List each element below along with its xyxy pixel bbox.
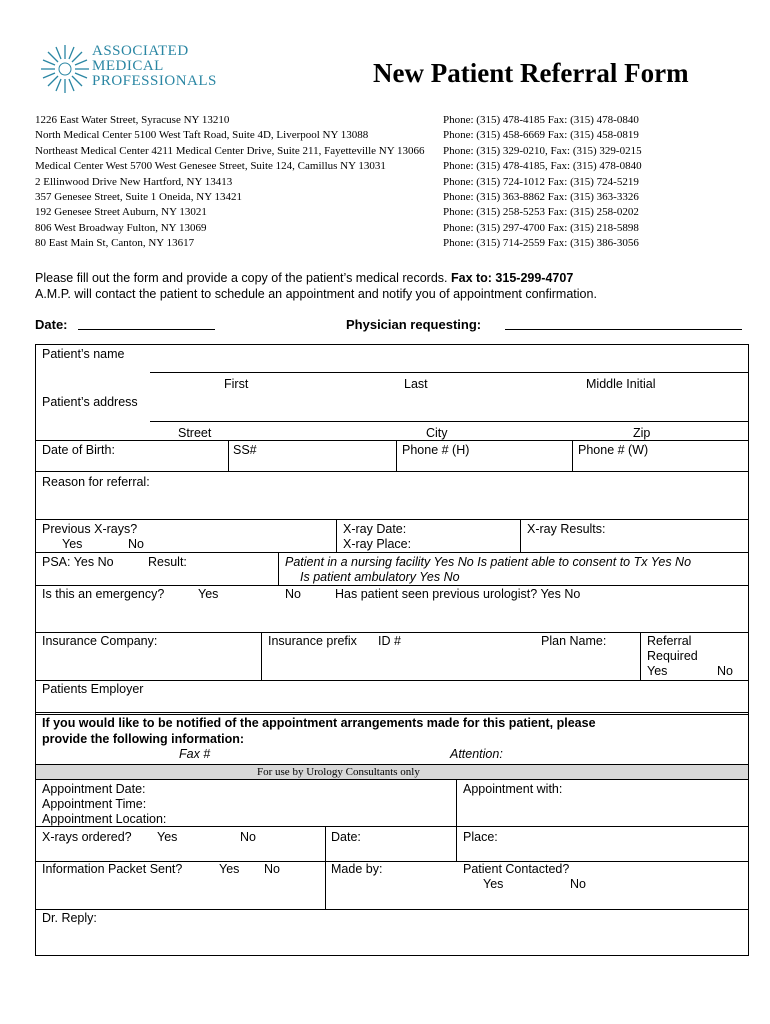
address-item: 2 Ellinwood Drive New Hartford, NY 13413 — [35, 175, 233, 188]
physician-label: Physician requesting: — [346, 317, 482, 332]
psa-result-field[interactable]: Result: — [148, 555, 187, 569]
patient-address-label: Patient’s address — [42, 395, 138, 409]
patient-contacted-yes-option[interactable]: Yes — [483, 877, 504, 891]
notify-text: If you would like to be notified of the appointment arrangements made for this patient, please — [42, 716, 596, 730]
xrays-no-option[interactable]: No — [128, 537, 144, 551]
address-list — [35, 113, 425, 252]
xrays-yes-option[interactable]: Yes — [62, 537, 83, 551]
referral-label: Referral — [647, 634, 692, 648]
appointment-with-field[interactable]: Appointment with: — [463, 782, 563, 796]
logo-line-1: ASSOCIATED — [92, 43, 189, 59]
made-by-field[interactable]: Made by: — [331, 862, 383, 876]
emergency-label: Is this an emergency? — [42, 587, 165, 601]
info-packet-yes-option[interactable]: Yes — [219, 862, 240, 876]
phone-item: Phone: (315) 478-4185 Fax: (315) 478-0840 — [443, 114, 639, 126]
phone-item: Phone: (315) 329-0210, Fax: (315) 329-0215 — [443, 144, 642, 157]
xrays-ordered-yes-option[interactable]: Yes — [157, 830, 178, 844]
emergency-yes-option[interactable]: Yes — [198, 587, 219, 601]
instructions-line-2: A.M.P. will contact the patient to schedule an appointment and notify you of appointment confirmation. — [35, 287, 597, 301]
phone-item: Phone: (315) 297-4700 Fax: (315) 218-5898 — [443, 221, 639, 234]
xrays-ordered-no-option[interactable]: No — [240, 830, 256, 844]
phone-item: Phone: (315) 458-6669 Fax: (315) 458-0819 — [443, 129, 639, 142]
previous-urologist-question[interactable]: Has patient seen previous urologist? Yes No — [335, 587, 581, 601]
appointment-location-field[interactable]: Appointment Location: — [42, 812, 167, 826]
address-item: 806 West Broadway Fulton, NY 13069 — [35, 221, 207, 234]
ambulatory-question[interactable]: Is patient ambulatory Yes No — [300, 570, 460, 584]
xrays-ordered-label: X-rays ordered? — [42, 830, 132, 844]
plan-name-field[interactable]: Plan Name: — [541, 634, 607, 648]
address-item: 357 Genesee Street, Suite 1 Oneida, NY 13421 — [35, 191, 243, 204]
address-item: Medical Center West 5700 West Genesee Street, Suite 124, Camillus NY 13031 — [35, 160, 386, 173]
address-item: North Medical Center 5100 West Taft Road, Suite 4D, Liverpool NY 13088 — [35, 129, 369, 142]
employer-field[interactable]: Patients Employer — [42, 682, 144, 696]
address-item: 1226 East Water Street, Syracuse NY 13210 — [35, 114, 230, 126]
phone-item: Phone: (315) 478-4185, Fax: (315) 478-0840 — [443, 160, 642, 173]
patient-address-field[interactable] — [150, 421, 748, 422]
instructions-line-1: Please fill out the form and provide a copy of the patient’s medical records. — [35, 271, 448, 285]
xray-place-field[interactable]: X-ray Place: — [343, 537, 412, 551]
dr-reply-field[interactable]: Dr. Reply: — [42, 911, 97, 925]
insurance-id-field[interactable]: ID # — [378, 634, 401, 648]
emergency-no-option[interactable]: No — [285, 587, 301, 601]
reason-field[interactable]: Reason for referral: — [42, 475, 150, 489]
phone-home-field[interactable]: Phone # (H) — [402, 443, 470, 457]
appointment-time-field[interactable]: Appointment Time: — [42, 797, 147, 811]
first-label: First — [224, 377, 249, 391]
xray-results-field[interactable]: X-ray Results: — [527, 522, 606, 536]
address-item: 80 East Main St, Canton, NY 13617 — [35, 237, 195, 250]
xray-date-field[interactable]: X-ray Date: — [343, 522, 407, 536]
address-item: Northeast Medical Center 4211 Medical Center Drive, Suite 211, Fayetteville NY 13066 — [35, 144, 425, 157]
zip-label: Zip — [633, 426, 651, 440]
city-label: City — [426, 426, 448, 440]
psa-options[interactable]: PSA: Yes No — [42, 555, 114, 569]
middle-initial-label: Middle Initial — [586, 377, 656, 391]
street-label: Street — [178, 426, 212, 440]
instructions — [35, 271, 573, 285]
referral-no-option[interactable]: No — [717, 664, 733, 678]
patient-contacted-label: Patient Contacted? — [463, 862, 570, 876]
required-label: Required — [647, 649, 698, 663]
phone-list — [443, 113, 642, 252]
page-title: New Patient Referral Form — [373, 58, 689, 88]
date-field[interactable] — [78, 329, 215, 330]
nursing-facility-question[interactable]: Patient in a nursing facility Yes No Is patient able to consent to Tx Yes No — [285, 555, 692, 569]
notify-text-2-label: provide the following information — [42, 732, 240, 746]
dob-field[interactable]: Date of Birth: — [42, 443, 115, 457]
insurance-prefix-field[interactable]: Insurance prefix — [268, 634, 357, 648]
xray-ordered-date-field[interactable]: Date: — [331, 830, 361, 844]
phone-work-field[interactable]: Phone # (W) — [578, 443, 649, 457]
ssn-field[interactable]: SS# — [233, 443, 257, 457]
logo-line-2: MEDICAL — [92, 58, 164, 74]
urology-only-label: For use by Urology Consultants only — [257, 766, 420, 778]
sunburst-logo-icon — [38, 42, 92, 96]
previous-xrays-label: Previous X-rays? — [42, 522, 138, 536]
referral-yes-option[interactable]: Yes — [647, 664, 668, 678]
info-packet-no-option[interactable]: No — [264, 862, 280, 876]
fax-field[interactable]: Fax # — [179, 747, 211, 761]
patient-contacted-no-option[interactable]: No — [570, 877, 586, 891]
phone-item: Phone: (315) 724-1012 Fax: (315) 724-5219 — [443, 175, 639, 188]
date-label: Date: — [35, 317, 68, 332]
insurance-company-field[interactable]: Insurance Company: — [42, 634, 158, 648]
logo-line-3: PROFESSIONALS — [92, 73, 217, 89]
info-packet-label: Information Packet Sent? — [42, 862, 183, 876]
phone-item: Phone: (315) 363-8862 Fax: (315) 363-3326 — [443, 191, 639, 204]
xray-ordered-place-field[interactable]: Place: — [463, 830, 498, 844]
patient-name-label: Patient’s name — [42, 347, 125, 361]
last-label: Last — [404, 377, 428, 391]
notify-text-2: provide the following information: — [42, 732, 245, 746]
logo — [38, 42, 217, 96]
fax-to: Fax to: 315-299-4707 — [450, 271, 574, 285]
patient-name-field[interactable] — [150, 372, 748, 373]
physician-field[interactable] — [505, 329, 742, 330]
appointment-date-field[interactable]: Appointment Date: — [42, 782, 146, 796]
address-item: 192 Genesee Street Auburn, NY 13021 — [35, 206, 207, 219]
attention-field[interactable]: Attention: — [450, 747, 503, 761]
phone-item: Phone: (315) 714-2559 Fax: (315) 386-3056 — [443, 237, 639, 250]
phone-item: Phone: (315) 258-5253 Fax: (315) 258-0202 — [443, 206, 639, 219]
